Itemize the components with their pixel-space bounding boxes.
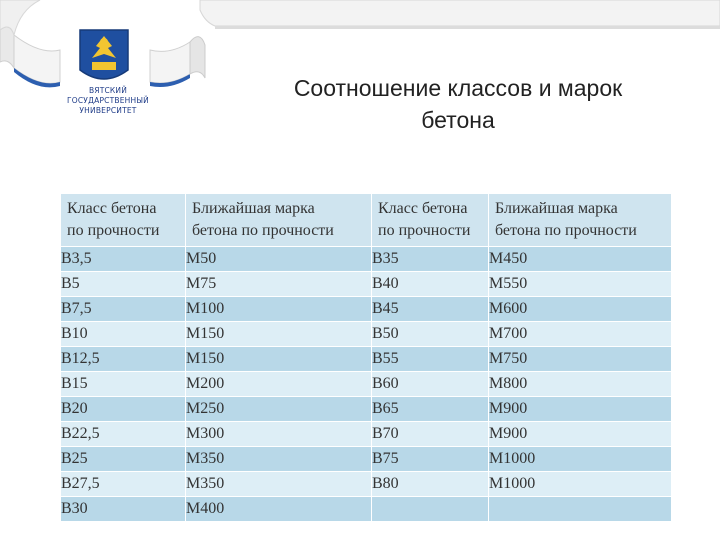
concrete-class-cell: В22,5 <box>61 422 186 447</box>
concrete-grade-cell: М750 <box>489 347 672 372</box>
table-row <box>61 372 672 397</box>
concrete-class-cell: В40 <box>372 272 489 297</box>
concrete-grade-cell: М150 <box>186 322 372 347</box>
concrete-class-cell: В27,5 <box>61 472 186 497</box>
concrete-grade-cell: М700 <box>489 322 672 347</box>
concrete-grade-cell: М1000 <box>489 447 672 472</box>
concrete-class-cell: В7,5 <box>61 297 186 322</box>
concrete-grade-cell: М200 <box>186 372 372 397</box>
concrete-class-cell: В80 <box>372 472 489 497</box>
concrete-class-cell: В65 <box>372 397 489 422</box>
concrete-grade-cell: М450 <box>489 247 672 272</box>
concrete-class-cell: В15 <box>61 372 186 397</box>
table-row <box>61 497 672 522</box>
concrete-grade-cell: М350 <box>186 472 372 497</box>
table-row <box>61 297 672 322</box>
concrete-class-cell: В45 <box>372 297 489 322</box>
concrete-class-cell: В75 <box>372 447 489 472</box>
table-row <box>61 247 672 272</box>
concrete-grade-cell: М900 <box>489 422 672 447</box>
table-row <box>61 447 672 472</box>
table-row <box>61 397 672 422</box>
concrete-grade-cell: М1000 <box>489 472 672 497</box>
page-title-line1: Соотношение классов и марок <box>293 75 623 101</box>
concrete-grade-cell: М600 <box>489 297 672 322</box>
concrete-grade-cell: М75 <box>186 272 372 297</box>
concrete-class-cell: В12,5 <box>61 347 186 372</box>
concrete-class-cell: В3,5 <box>61 247 186 272</box>
university-name-line2: ГОСУДАРСТВЕННЫЙ <box>66 96 149 105</box>
page-title <box>230 72 686 136</box>
header-nearest-grade-2: Ближайшая марка бетона по прочности <box>489 194 672 247</box>
concrete-class-cell: В50 <box>372 322 489 347</box>
concrete-class-cell: В5 <box>61 272 186 297</box>
table-row <box>61 272 672 297</box>
table-body <box>61 247 672 522</box>
concrete-class-cell: В30 <box>61 497 186 522</box>
concrete-grade-cell <box>489 497 672 522</box>
header-nearest-grade: Ближайшая марка бетона по прочности <box>186 194 372 247</box>
concrete-grade-cell: М350 <box>186 447 372 472</box>
table-row <box>61 422 672 447</box>
table-header-row <box>61 194 672 247</box>
concrete-class-grade-table <box>60 193 672 522</box>
concrete-grade-cell: М50 <box>186 247 372 272</box>
concrete-class-cell: В35 <box>372 247 489 272</box>
concrete-class-cell: В60 <box>372 372 489 397</box>
concrete-grade-cell: М250 <box>186 397 372 422</box>
table-row <box>61 472 672 497</box>
concrete-grade-cell: М400 <box>186 497 372 522</box>
concrete-class-cell <box>372 497 489 522</box>
university-name-line1: ВЯТСКИЙ <box>88 86 128 95</box>
university-emblem-icon <box>80 30 128 79</box>
table-row <box>61 322 672 347</box>
concrete-class-cell: В20 <box>61 397 186 422</box>
university-name <box>58 86 158 116</box>
concrete-grade-cell: М150 <box>186 347 372 372</box>
table-row <box>61 347 672 372</box>
concrete-class-cell: В10 <box>61 322 186 347</box>
concrete-grade-cell: М100 <box>186 297 372 322</box>
header-class-strength-2: Класс бетона по прочности <box>372 194 489 247</box>
header-class-strength: Класс бетона по прочности <box>61 194 186 247</box>
concrete-grade-cell: М550 <box>489 272 672 297</box>
university-name-line3: УНИВЕРСИТЕТ <box>79 106 137 115</box>
concrete-class-cell: В70 <box>372 422 489 447</box>
concrete-grade-cell: М900 <box>489 397 672 422</box>
concrete-grade-cell: М300 <box>186 422 372 447</box>
page-title-line2: бетона <box>421 107 495 133</box>
concrete-class-cell: В55 <box>372 347 489 372</box>
concrete-class-cell: В25 <box>61 447 186 472</box>
concrete-grade-cell: М800 <box>489 372 672 397</box>
